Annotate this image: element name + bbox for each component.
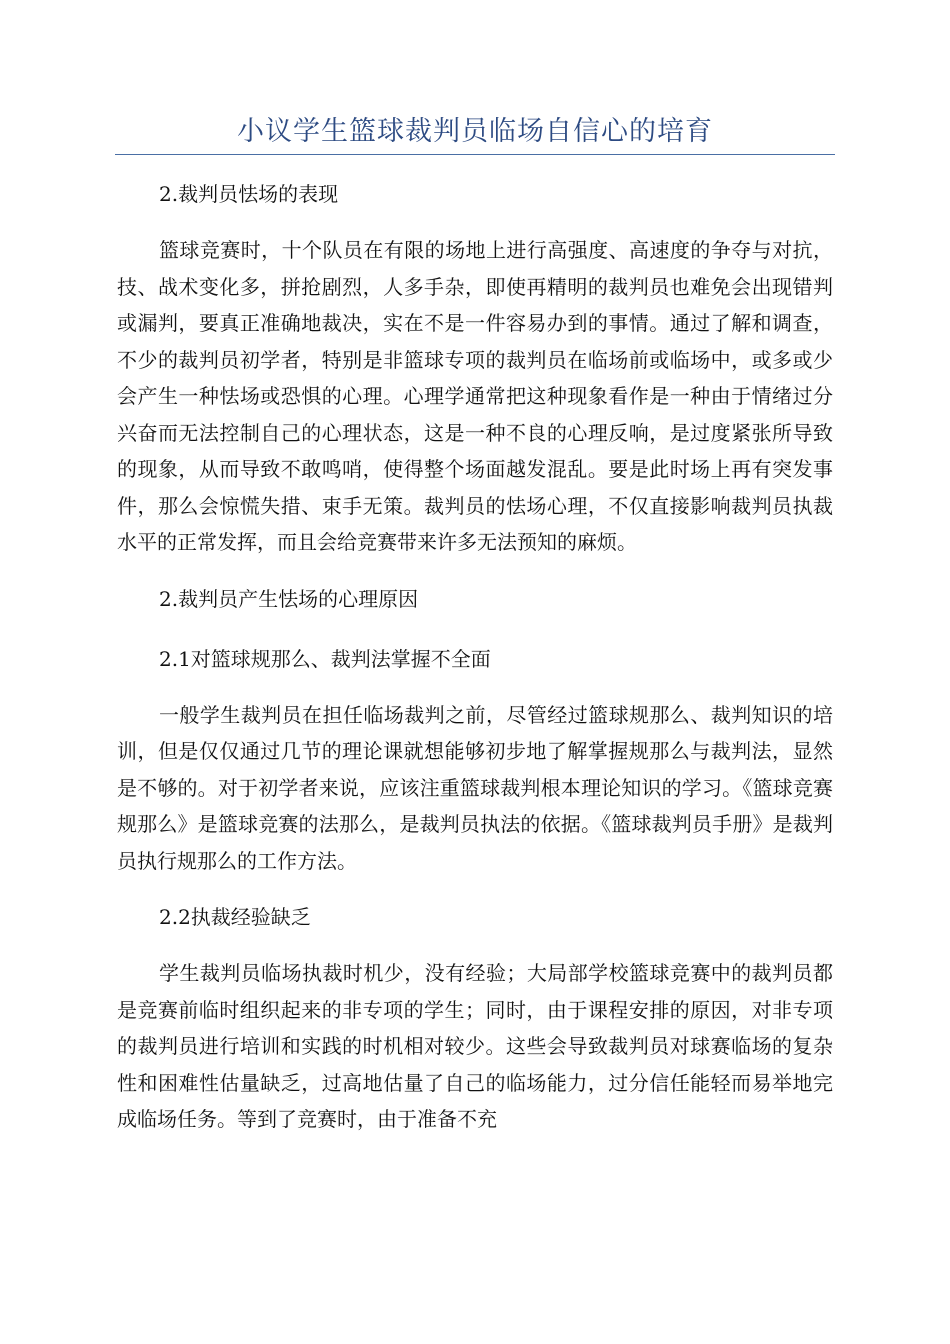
body-paragraph: 一般学生裁判员在担任临场裁判之前，尽管经过篮球规那么、裁判知识的培训，但是仅仅通过几节的理论课就想能够初步地了解掌握规那么与裁判法，显然是不够的。对于初学者来说，应该注重篮球裁判根本理论知识的学习。《篮球竞赛规那么》是篮球竞赛的法那么，是裁判员执法的依据。《篮球裁判员手册》是裁判员执行规那么的工作方法。 [117,702,833,873]
body-paragraph: 学生裁判员临场执裁时机少，没有经验；大局部学校篮球竞赛中的裁判员都是竞赛前临时组织起来的非专项的学生；同时，由于课程安排的原因，对非专项的裁判员进行培训和实践的时机相对较少。这些会导致裁判员对球赛临场的复杂性和困难性估量缺乏，过高地估量了自己的临场能力，过分信任能轻而易举地完成临场任务。等到了竞赛时，由于准备不充 [117,961,833,1131]
section-heading: 2.裁判员产生怯场的心理原因 [159,586,419,611]
section-heading: 2.裁判员怯场的表现 [159,182,339,206]
document-title: 小议学生篮球裁判员临场自信心的培育 [237,116,713,147]
subsection-heading: 2.1对篮球规那么、裁判法掌握不全面 [159,646,491,671]
subsection-heading: 2.2执裁经验缺乏 [159,905,311,929]
title-underline [115,154,835,155]
document-body [117,172,833,1154]
body-paragraph: 篮球竞赛时，十个队员在有限的场地上进行高强度、高速度的争夺与对抗，技、战术变化多，拼抢剧烈，人多手杂，即使再精明的裁判员也难免会出现错判或漏判，要真正准确地裁决，实在不是一件容易办到的事情。通过了解和调查，不少的裁判员初学者，特别是非篮球专项的裁判员在临场前或临场中，或多或少会产生一种怯场或恐惧的心理。心理学通常把这种现象看作是一种由于情绪过分兴奋而无法控制自己的心理状态，这是一种不良的心理反响，是过度紧张所导致的现象，从而导致不敢鸣哨，使得整个场面越发混乱。要是此时场上再有突发事件，那么会惊慌失措、束手无策。裁判员的怯场心理，不仅直接影响裁判员执裁水平的正常发挥，而且会给竞赛带来许多无法预知的麻烦。 [117,238,833,554]
